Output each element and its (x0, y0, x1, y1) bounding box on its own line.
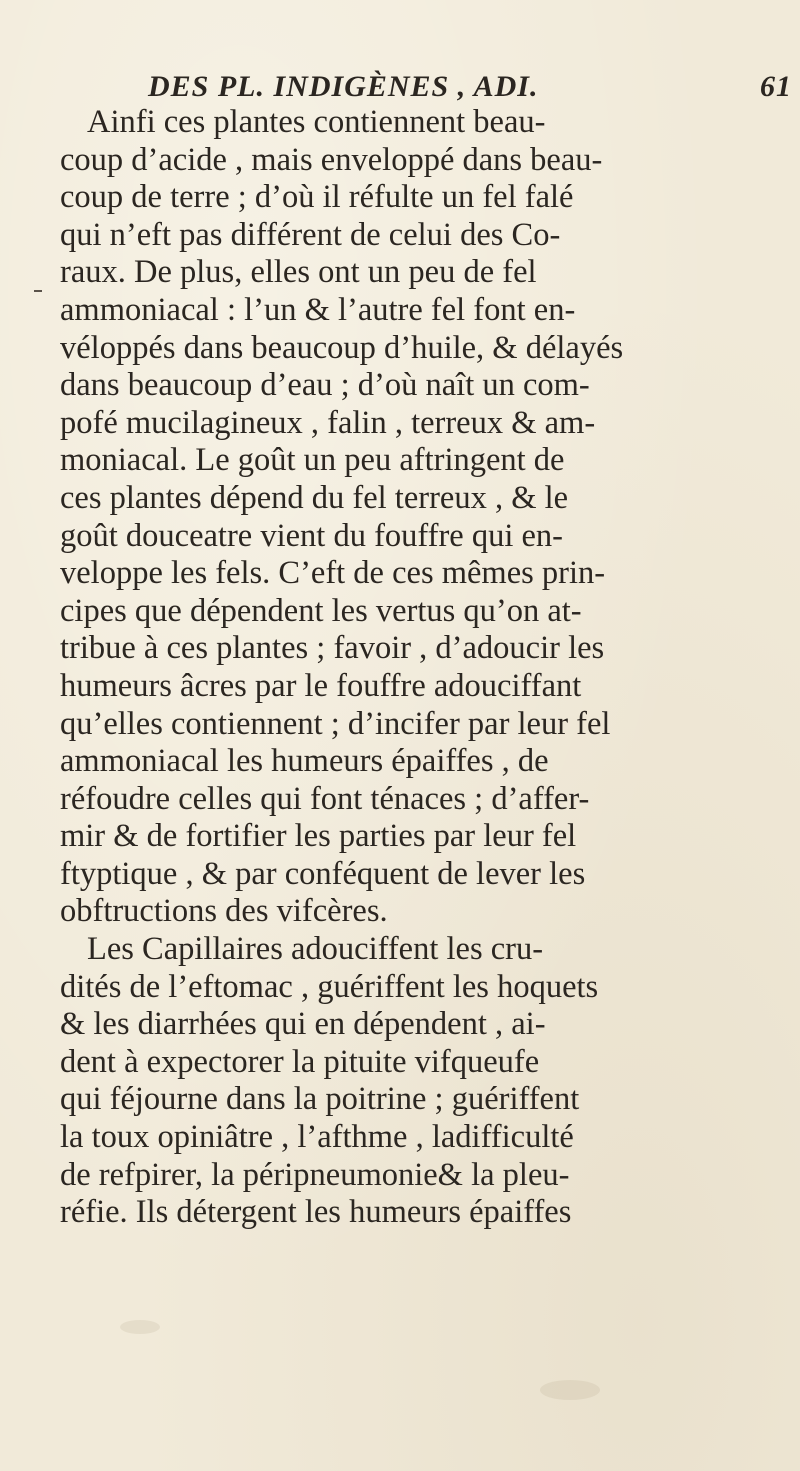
text-line: qui n’eft pas différent de celui des Co- (60, 216, 561, 253)
running-head-title: DES PL. INDIGÈNES , ADI. (148, 70, 539, 103)
text-line: de refpirer, la péripneumonie& la pleu- (60, 1156, 570, 1193)
paper-stain (540, 1380, 600, 1400)
text-line: moniacal. Le goût un peu aftringent de (60, 442, 565, 479)
text-line: qu’elles contiennent ; d’incifer par leur fel (60, 705, 611, 742)
text-line: ammoniacal les humeurs épaiffes , de (60, 743, 549, 780)
text-line: raux. De plus, elles ont un peu de fel (60, 254, 537, 291)
text-line: dans beaucoup d’eau ; d’où naît un com- (60, 367, 590, 404)
text-line: réfie. Ils détergent les humeurs épaiffes (60, 1194, 572, 1231)
text-line: veloppe les fels. C’eft de ces mêmes prin- (60, 555, 606, 592)
page-number: 61 (760, 70, 792, 103)
text-line: humeurs âcres par le fouffre adouciffant (60, 667, 582, 704)
text-line: ammoniacal : l’un & l’autre fel font en- (60, 291, 576, 328)
text-line: coup d’acide , mais enveloppé dans beau- (60, 141, 603, 178)
text-line: Les Capillaires adouciffent les cru- (87, 931, 544, 968)
text-line: cipes que dépendent les vertus qu’on at- (60, 592, 582, 629)
text-line: pofé mucilagineux , falin , terreux & am- (60, 404, 596, 441)
text-line: obftructions des vifcères. (60, 893, 388, 930)
text-line: la toux opiniâtre , l’afthme , ladifficulté (60, 1119, 574, 1156)
text-line: qui féjourne dans la poitrine ; guériffent (60, 1081, 580, 1118)
text-line: dités de l’eftomac , guériffent les hoquets (60, 968, 599, 1005)
text-line: véloppés dans beaucoup d’huile, & délayés (60, 329, 624, 366)
text-line: réfoudre celles qui font ténaces ; d’affer- (60, 780, 590, 817)
body-text (60, 104, 800, 1232)
text-line: dent à expectorer la pituite vifqueufe (60, 1043, 540, 1080)
text-line: goût douceatre vient du fouffre qui en- (60, 517, 563, 554)
text-line: coup de terre ; d’où il réfulte un fel falé (60, 179, 574, 216)
text-line: Ainfi ces plantes contiennent beau- (87, 104, 546, 140)
paper-stain (120, 1320, 160, 1334)
text-line: & les diarrhées qui en dépendent , ai- (60, 1006, 546, 1043)
margin-mark (34, 290, 42, 292)
text-line: mir & de fortifier les parties par leur fel (60, 818, 577, 855)
text-line: ftyptique , & par conféquent de lever les (60, 855, 586, 892)
text-line: ces plantes dépend du fel terreux , & le (60, 479, 569, 516)
text-line: tribue à ces plantes ; favoir , d’adoucir les (60, 630, 605, 667)
